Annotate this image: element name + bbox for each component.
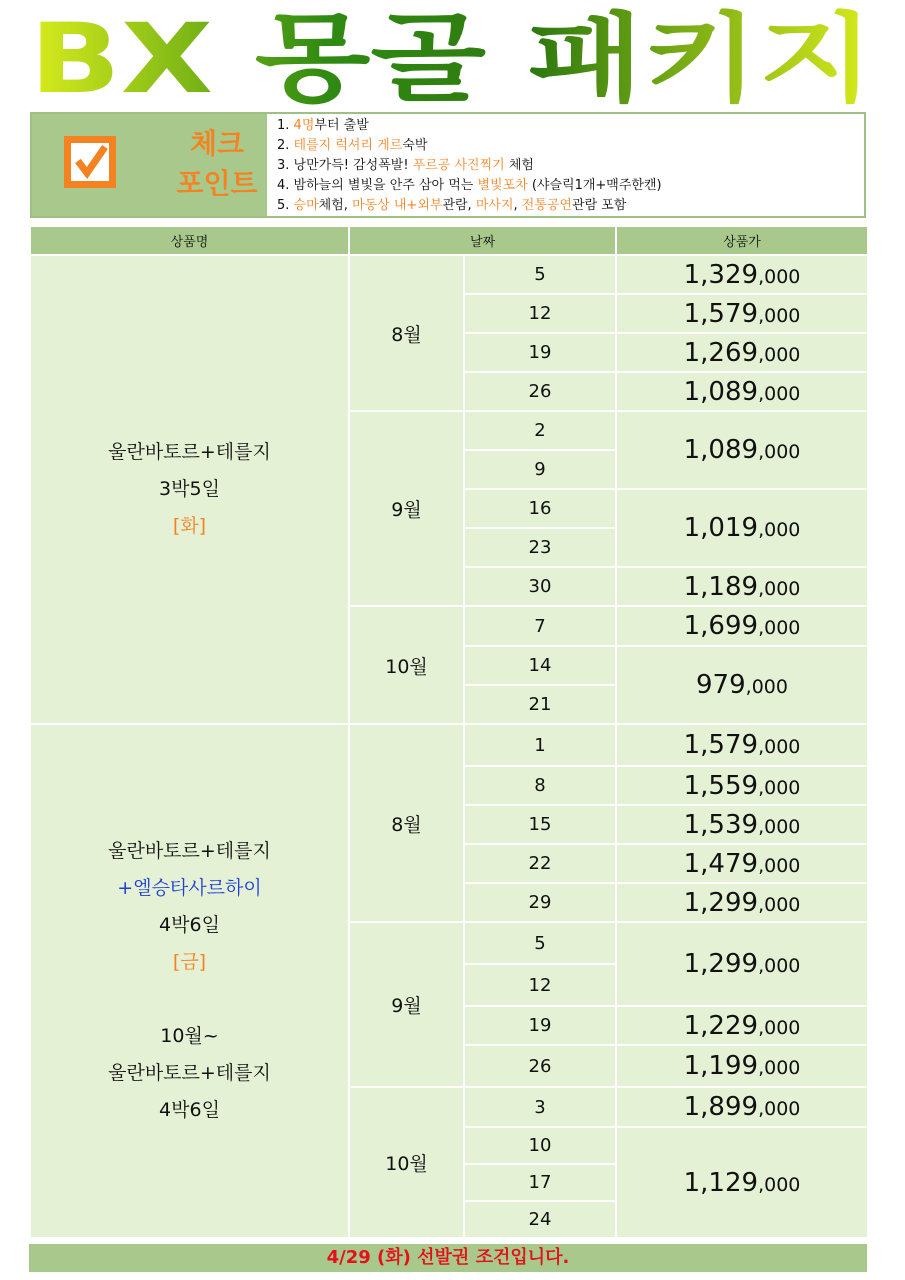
price-value: [617, 1007, 867, 1044]
price-amount: 1,559: [683, 770, 759, 801]
price-unit: ,000: [758, 519, 801, 541]
product-name-line: [화]: [172, 515, 207, 537]
price-unit: ,000: [758, 304, 801, 327]
price-unit: ,000: [758, 577, 801, 600]
highlight-text: 4명: [293, 118, 315, 133]
item-text: 관람,: [442, 198, 476, 213]
item-text: 숙박: [402, 138, 428, 153]
price-unit: ,000: [758, 1057, 801, 1079]
check-point-title: [172, 124, 262, 204]
departure-date: 17: [465, 1165, 615, 1200]
month-label: 9월: [350, 412, 463, 605]
item-text: 관람 포함: [572, 198, 627, 213]
price-amount: 1,189: [683, 571, 759, 602]
price-amount: 1,299: [683, 887, 759, 918]
check-point-item: [277, 176, 858, 196]
svg-text:BX 몽골 패키지: BX 몽골 패키지: [29, 3, 875, 108]
price-amount: 1,539: [683, 809, 759, 840]
highlight-text: 푸르공 사진찍기: [412, 158, 505, 173]
highlight-text: 별빛포차: [477, 178, 528, 193]
departure-date: 26: [465, 373, 615, 410]
price-unit: ,000: [758, 265, 801, 288]
departure-date: 15: [465, 806, 615, 843]
item-text: (샤슬릭1개+맥주한캔): [527, 178, 662, 193]
price-amount: 1,229: [683, 1010, 759, 1041]
price-value: [617, 1088, 867, 1126]
product-name-line: 3박5일: [159, 478, 220, 500]
price-table: [29, 225, 869, 1239]
departure-date: 19: [465, 1007, 615, 1044]
header-date: 날짜: [350, 227, 615, 254]
check-point-item: [277, 116, 858, 136]
price-amount: 1,019: [683, 513, 759, 543]
departure-date: 23: [465, 529, 615, 566]
price-amount: 1,899: [683, 1092, 759, 1122]
highlight-text: 전통공연: [521, 198, 573, 213]
month-label: 8월: [350, 256, 463, 410]
price-unit: ,000: [758, 955, 801, 977]
product-name-line: [금]: [172, 951, 207, 973]
departure-date: 8: [465, 767, 615, 804]
month-label: 8월: [350, 725, 463, 921]
price-unit: ,000: [758, 382, 801, 405]
departure-date: 30: [465, 568, 615, 605]
price-value: [617, 568, 867, 605]
item-text: ,: [513, 198, 522, 213]
price-unit: ,000: [758, 815, 801, 838]
departure-date: 21: [465, 686, 615, 723]
price-amount: 1,199: [683, 1051, 759, 1081]
price-amount: 1,579: [683, 730, 759, 760]
checkbox-checked-icon: [64, 136, 116, 188]
price-amount: 1,089: [683, 435, 759, 465]
departure-date: 2: [465, 412, 615, 449]
price-value: [617, 295, 867, 332]
footer-note: 4/29 (화) 선발권 조건입니다.: [29, 1244, 867, 1272]
price-amount: 1,479: [683, 848, 759, 879]
departure-date: 5: [465, 256, 615, 293]
price-amount: 1,699: [683, 611, 759, 641]
departure-date: 26: [465, 1046, 615, 1086]
departure-date: 24: [465, 1202, 615, 1237]
header-product: 상품명: [31, 227, 348, 254]
price-amount: 1,269: [683, 337, 759, 368]
highlight-text: 마사지: [475, 198, 514, 213]
product-name-line: 4박6일: [159, 1099, 220, 1121]
table-row: [31, 256, 867, 293]
departure-date: 19: [465, 334, 615, 371]
item-text: 체험,: [318, 198, 353, 213]
price-unit: ,000: [758, 343, 801, 366]
price-unit: ,000: [758, 617, 801, 639]
product-name-line: 울란바토르+테를지: [108, 1062, 271, 1084]
departure-date: 14: [465, 647, 615, 684]
month-label: 10월: [350, 607, 463, 723]
price-amount: 979: [696, 670, 746, 700]
price-unit: ,000: [745, 676, 788, 698]
price-value: [617, 412, 867, 488]
item-text: 부터 출발: [314, 118, 369, 133]
departure-date: 12: [465, 965, 615, 1005]
price-value: [617, 334, 867, 371]
price-unit: ,000: [758, 776, 801, 799]
price-unit: ,000: [758, 1016, 801, 1039]
departure-date: 1: [465, 725, 615, 765]
departure-date: 29: [465, 884, 615, 921]
price-unit: ,000: [758, 441, 801, 463]
price-value: [617, 725, 867, 765]
price-unit: ,000: [758, 736, 801, 758]
price-value: [617, 490, 867, 566]
item-text: 4. 밤하늘의 별빛을 안주 삼아 먹는: [277, 178, 478, 193]
price-value: [617, 923, 867, 1005]
header-price: 상품가: [617, 227, 867, 254]
price-value: [617, 373, 867, 410]
product-name-line: +엘승타사르하이: [117, 877, 262, 899]
item-text: 체험: [504, 158, 534, 173]
check-point-item: [277, 156, 858, 176]
check-point-box: [30, 112, 866, 218]
price-value: [617, 647, 867, 723]
departure-date: 5: [465, 923, 615, 963]
departure-date: 16: [465, 490, 615, 527]
highlight-text: 마동상 내+외부: [352, 198, 443, 213]
price-amount: 1,579: [683, 298, 759, 329]
price-value: [617, 1046, 867, 1086]
price-value: [617, 607, 867, 645]
check-point-label-area: [32, 114, 267, 216]
product-name-line: 울란바토르+테를지: [108, 441, 271, 463]
departure-date: 7: [465, 607, 615, 645]
item-text: 2.: [277, 138, 294, 153]
highlight-text: 승마: [293, 198, 319, 213]
price-value: [617, 767, 867, 804]
price-amount: 1,329: [683, 259, 759, 290]
price-value: [617, 1128, 867, 1237]
check-point-title-line1: 체크: [189, 127, 245, 160]
departure-date: 10: [465, 1128, 615, 1163]
check-point-title-line2: 포인트: [176, 167, 258, 200]
price-value: [617, 256, 867, 293]
product-name: [31, 725, 348, 1237]
price-amount: 1,089: [683, 376, 759, 407]
price-value: [617, 845, 867, 882]
check-point-item: [277, 196, 858, 216]
item-text: 3. 낭만가득! 감성폭발!: [277, 158, 413, 173]
departure-date: 12: [465, 295, 615, 332]
price-value: [617, 884, 867, 921]
product-name-line: [31, 981, 348, 1018]
price-unit: ,000: [758, 893, 801, 916]
price-amount: 1,299: [683, 949, 759, 979]
price-unit: ,000: [758, 1098, 801, 1120]
price-amount: 1,129: [683, 1167, 759, 1198]
item-text: 1.: [277, 118, 294, 133]
month-label: 10월: [350, 1088, 463, 1237]
table-row: [31, 725, 867, 765]
check-point-list: [277, 116, 858, 216]
price-value: [617, 806, 867, 843]
departure-date: 3: [465, 1088, 615, 1126]
price-unit: ,000: [758, 854, 801, 877]
highlight-text: 테를지 럭셔리 게르: [293, 138, 403, 153]
check-point-item: [277, 136, 858, 156]
departure-date: 9: [465, 451, 615, 488]
price-unit: ,000: [758, 1173, 801, 1196]
product-name-line: 울란바토르+테를지: [108, 840, 271, 862]
product-name-line: 10월~: [160, 1025, 219, 1047]
month-label: 9월: [350, 923, 463, 1086]
page-title: [0, 0, 905, 108]
product-name-line: 4박6일: [159, 914, 220, 936]
item-text: 5.: [277, 198, 294, 213]
departure-date: 22: [465, 845, 615, 882]
product-name: [31, 256, 348, 723]
